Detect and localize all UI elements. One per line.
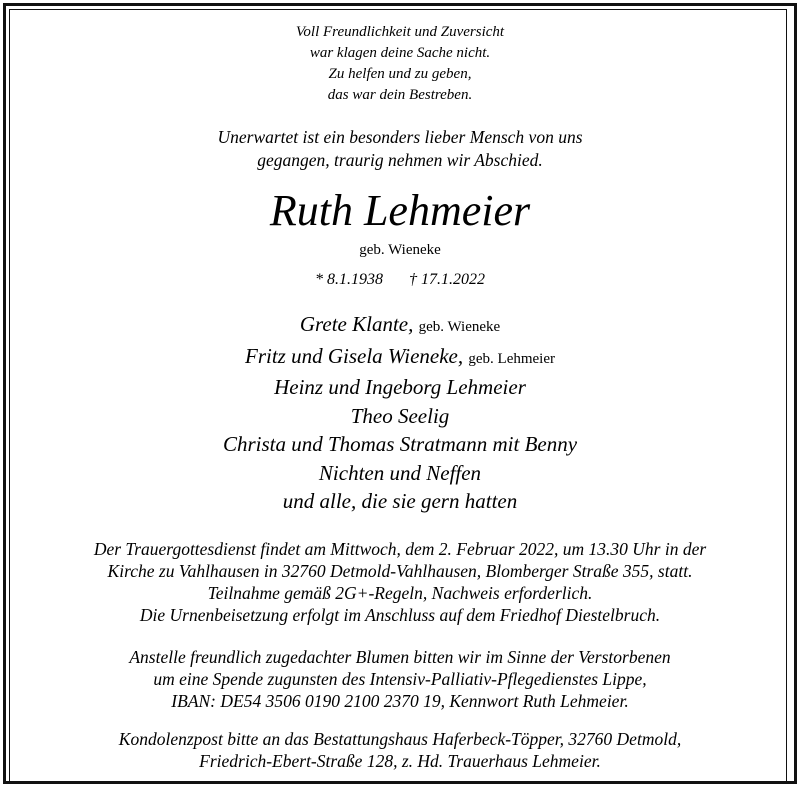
condolence-line: Friedrich-Ebert-Straße 128, z. Hd. Trauerhaus Lehmeier.: [199, 751, 601, 771]
service-line: Die Urnenbeisetzung erfolgt im Anschluss auf dem Friedhof Diestelbruch.: [139, 605, 661, 625]
mourner: [0, 402, 800, 431]
mourner: [0, 310, 800, 342]
mourner-name: Grete Klante,: [299, 312, 414, 336]
poem-line: das war dein Bestreben.: [327, 87, 473, 103]
mourner-name: Theo Seelig: [350, 403, 450, 428]
birth-date: * 8.1.1938: [315, 271, 383, 288]
mourner: [0, 342, 800, 374]
service-line: Teilnahme gemäß 2G+-Regeln, Nachweis erforderlich.: [207, 583, 593, 603]
donation-info: [0, 646, 800, 712]
service-line: Der Trauergottesdienst findet am Mittwoch, dem 2. Februar 2022, um 13.30 Uhr in der: [93, 539, 707, 559]
intro-line: Unerwartet ist ein besonders lieber Mensch von uns: [217, 127, 583, 147]
intro-text: [0, 126, 800, 172]
donation-line: um eine Spende zugunsten des Intensiv-Palliativ-Pflegedienstes Lippe,: [153, 669, 647, 689]
mourner: [0, 459, 800, 488]
donation-line: Anstelle freundlich zugedachter Blumen bitten wir im Sinne der Verstorbenen: [129, 647, 671, 667]
mourner: [0, 430, 800, 459]
mourner-note: geb. Lehmeier: [468, 350, 555, 367]
mourner: [0, 373, 800, 402]
mourners-list: [0, 310, 800, 516]
mourner-name: Fritz und Gisela Wieneke,: [245, 343, 464, 368]
condolence-info: [0, 728, 800, 772]
poem-line: war klagen deine Sache nicht.: [309, 45, 491, 61]
birth-name: geb. Wieneke: [359, 242, 441, 258]
funeral-service-info: [0, 538, 800, 626]
poem-line: Voll Freundlichkeit und Zuversicht: [295, 24, 505, 40]
poem-line: Zu helfen und zu geben,: [328, 66, 472, 82]
mourner-name: Heinz und Ingeborg Lehmeier: [274, 375, 526, 399]
mourner-note: geb. Wieneke: [418, 319, 501, 335]
mourner-name: Nichten und Neffen: [318, 460, 482, 485]
intro-line: gegangen, traurig nehmen wir Abschied.: [257, 150, 543, 170]
poem: [0, 22, 800, 106]
mourner-name: und alle, die sie gern hatten: [282, 489, 518, 513]
mourner: [0, 487, 800, 516]
service-line: Kirche zu Vahlhausen in 32760 Detmold-Vahlhausen, Blomberger Straße 355, statt.: [107, 561, 693, 581]
condolence-line: Kondolenzpost bitte an das Bestattungshaus Haferbeck-Töpper, 32760 Detmold,: [118, 729, 682, 749]
life-dates: [0, 270, 800, 290]
deceased-name: Ruth Lehmeier: [269, 186, 531, 235]
death-date: † 17.1.2022: [409, 271, 485, 288]
donation-line: IBAN: DE54 3506 0190 2100 2370 19, Kennwort Ruth Lehmeier.: [171, 691, 629, 711]
mourner-name: Christa und Thomas Stratmann mit Benny: [222, 432, 578, 456]
